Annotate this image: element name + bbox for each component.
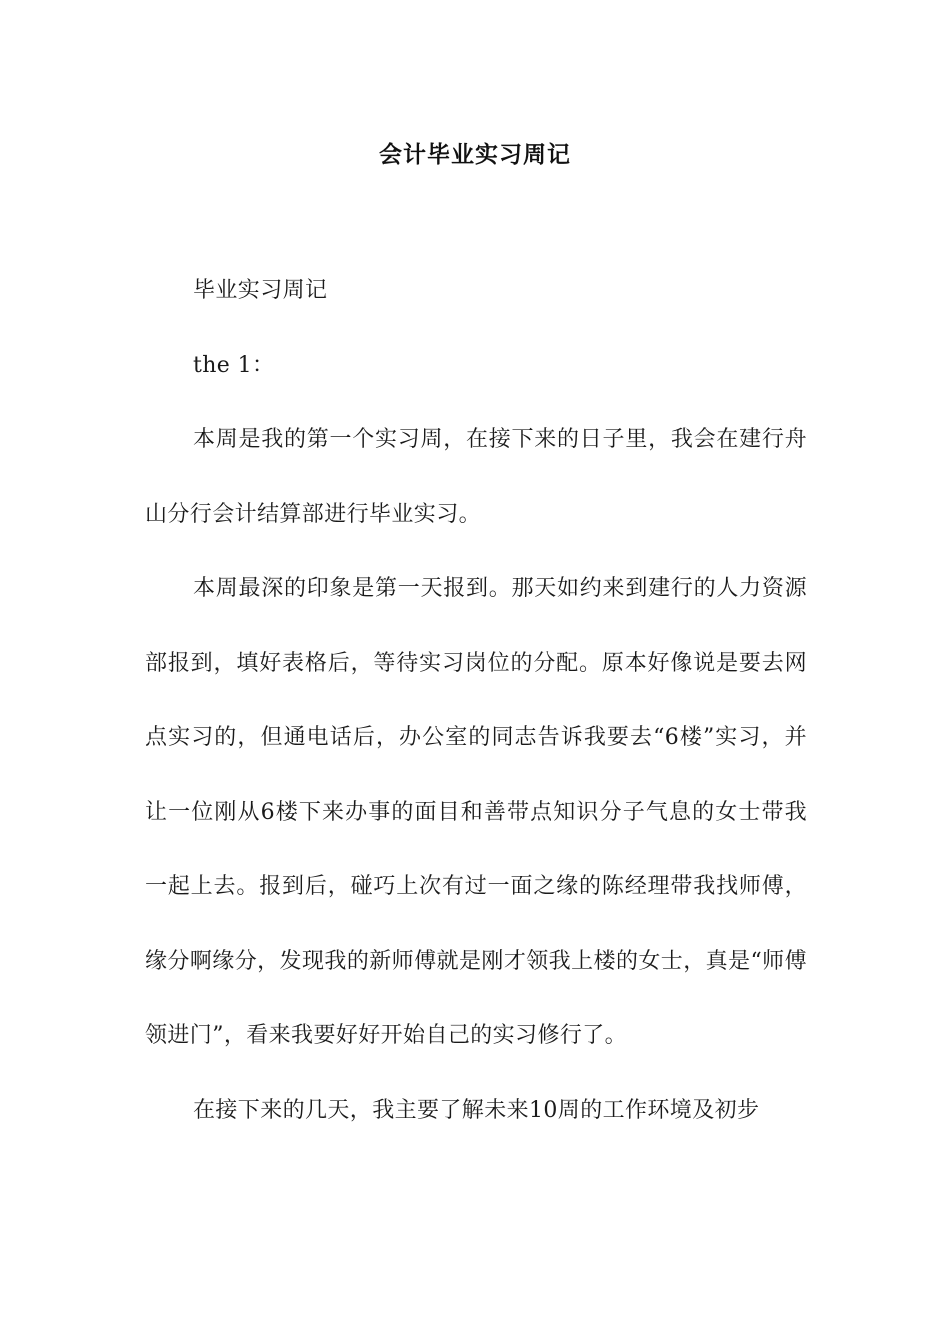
paragraph: 本周最深的印象是第一天报到。那天如约来到建行的人力资源部报到，填好表格后，等待实习岗位的分配。原本好像说是要去网点实习的，但通电话后，办公室的同志告诉我要去“6楼”实习，并让一位刚从6楼下来办事的面目和善带点知识分子气息的女士带我一起上去。报到后，碰巧上次有过一面之缘的陈经理带我找师傅，缘分啊缘分，发现我的新师傅就是刚才领我上楼的女士，真是“师傅领进门”，看来我要好好开始自己的实习修行了。 bbox=[145, 576, 807, 1048]
document-title: 会计毕业实习周记 bbox=[379, 142, 571, 168]
paragraph: 本周是我的第一个实习周，在接下来的日子里，我会在建行舟山分行会计结算部进行毕业实习。 bbox=[145, 427, 807, 527]
paragraph-week-label: the 1： bbox=[193, 352, 275, 378]
document-body bbox=[145, 254, 807, 1148]
paragraph: 在接下来的几天，我主要了解未来10周的工作环境及初步 bbox=[193, 1097, 760, 1123]
paragraph-subtitle: 毕业实习周记 bbox=[193, 278, 328, 303]
